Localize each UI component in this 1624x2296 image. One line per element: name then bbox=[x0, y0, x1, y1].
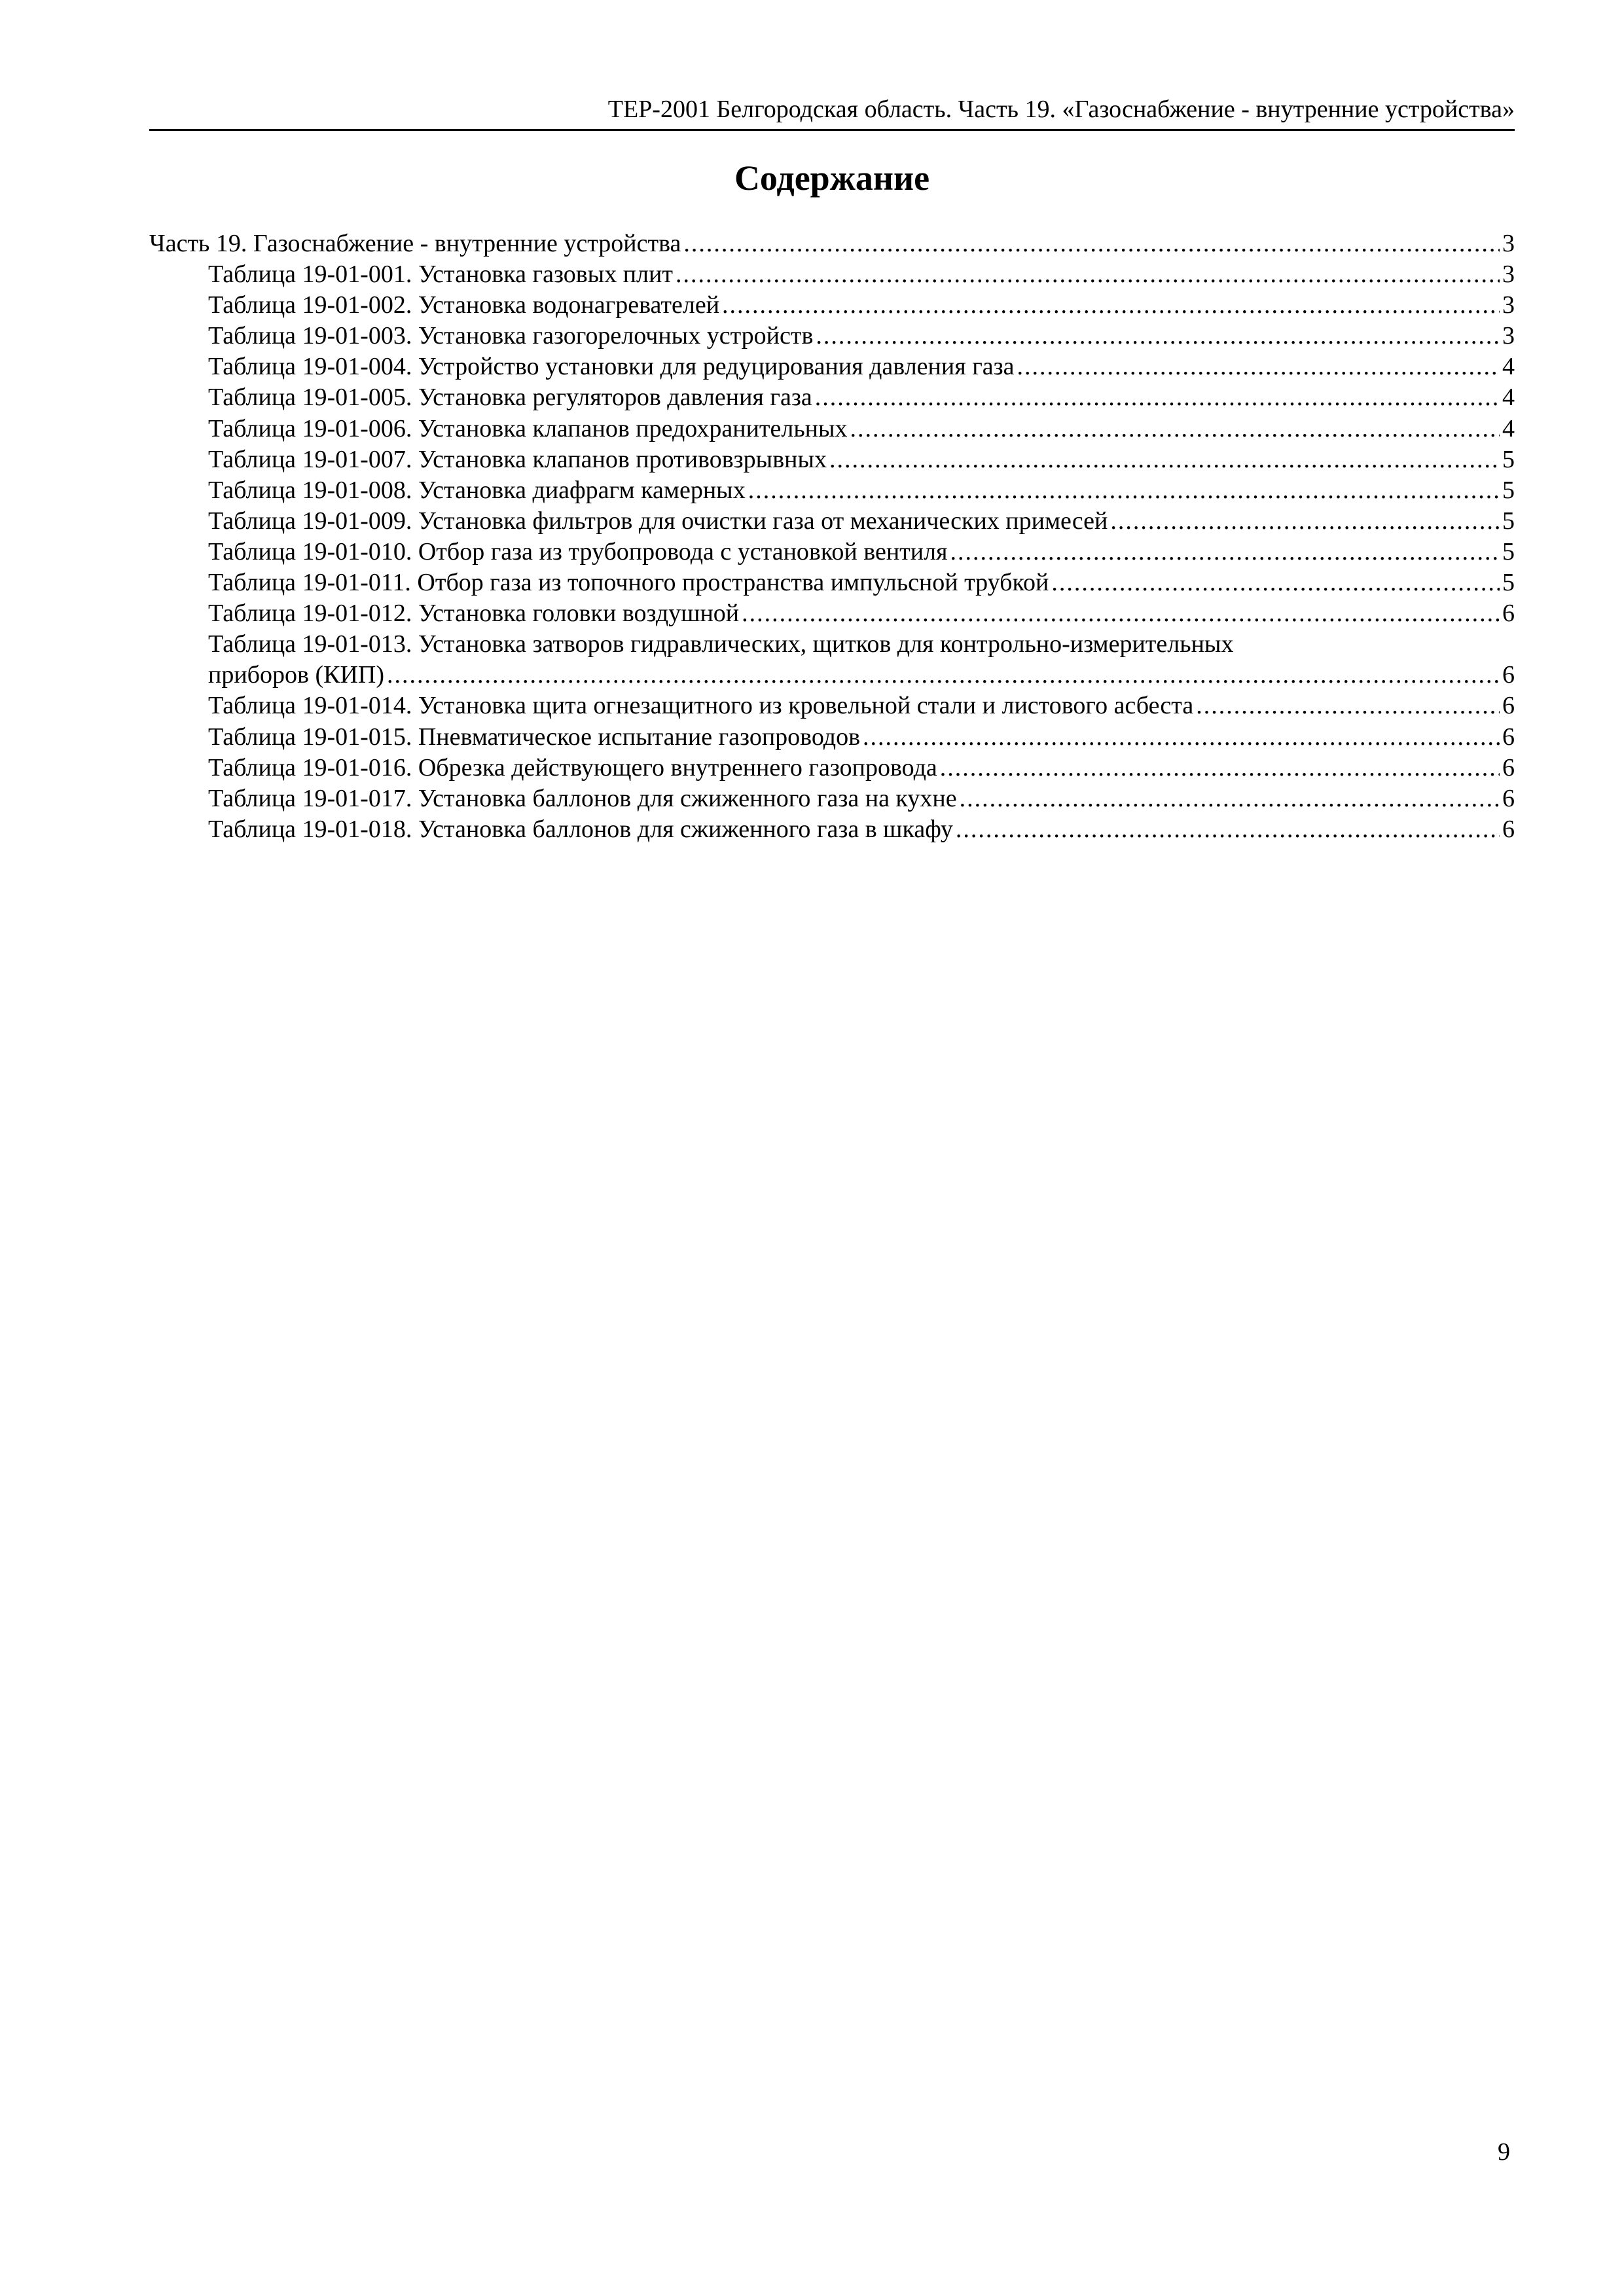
toc-entry-text: Таблица 19-01-008. Установка диафрагм камерных bbox=[208, 476, 746, 504]
toc-entry-page: 5 bbox=[1502, 445, 1515, 473]
toc-entry-text: Таблица 19-01-010. Отбор газа из трубопровода с установкой вентиля bbox=[208, 537, 948, 565]
toc-entry-table-19-01-018[interactable] bbox=[149, 814, 1515, 845]
toc-entry-page: 6 bbox=[1502, 692, 1515, 720]
dot-leader bbox=[960, 783, 1500, 814]
toc-entry-table-19-01-014[interactable] bbox=[149, 691, 1515, 721]
toc-entry-table-19-01-006[interactable] bbox=[149, 414, 1515, 444]
toc-entry-page: 3 bbox=[1502, 260, 1515, 289]
table-of-contents bbox=[149, 228, 1515, 845]
toc-entry-table-19-01-004[interactable] bbox=[149, 351, 1515, 382]
header-rule bbox=[149, 129, 1515, 131]
toc-entry-page: 4 bbox=[1502, 414, 1515, 442]
toc-entry-text: Таблица 19-01-006. Установка клапанов предохранительных bbox=[208, 414, 848, 442]
dot-leader bbox=[1110, 506, 1500, 537]
toc-entry-page: 4 bbox=[1502, 384, 1515, 412]
toc-entry-text: Таблица 19-01-012. Установка головки воздушной bbox=[208, 600, 740, 628]
dot-leader bbox=[1017, 351, 1500, 382]
toc-entry-page: 5 bbox=[1502, 476, 1515, 504]
toc-entry-text: Таблица 19-01-002. Установка водонагревателей bbox=[208, 291, 720, 319]
toc-entry-table-19-01-016[interactable] bbox=[149, 753, 1515, 783]
toc-entry-page: 6 bbox=[1502, 753, 1515, 781]
dot-leader bbox=[748, 475, 1500, 506]
toc-entry-text: Таблица 19-01-015. Пневматическое испытание газопроводов bbox=[208, 723, 861, 751]
dot-leader bbox=[722, 290, 1500, 321]
dot-leader bbox=[950, 537, 1500, 567]
toc-entry-table-19-01-012[interactable] bbox=[149, 598, 1515, 629]
toc-entry-text: Таблица 19-01-018. Установка баллонов для сжиженного газа в шкафу bbox=[208, 815, 953, 843]
toc-entry-page: 3 bbox=[1502, 291, 1515, 319]
toc-entry-table-19-01-011[interactable] bbox=[149, 567, 1515, 598]
toc-entry-text: Таблица 19-01-004. Устройство установки для редуцирования давления газа bbox=[208, 353, 1015, 381]
toc-entry-page: 3 bbox=[1502, 230, 1515, 257]
toc-entry-page: 6 bbox=[1502, 784, 1515, 812]
running-header: ТЕР-2001 Белгородская область. Часть 19. «Газоснабжение - внутренние устройства» bbox=[607, 96, 1515, 123]
toc-entry-text: Таблица 19-01-013. Установка затворов гидравлических, щитков для контрольно-измерительных bbox=[208, 630, 1234, 658]
toc-entry-table-19-01-005[interactable] bbox=[149, 382, 1515, 413]
toc-entry-page: 5 bbox=[1502, 537, 1515, 565]
toc-entry-part-19[interactable] bbox=[149, 228, 1515, 259]
toc-entry-text: Таблица 19-01-001. Установка газовых плит bbox=[208, 260, 673, 289]
toc-entry-table-19-01-009[interactable] bbox=[149, 506, 1515, 537]
toc-entry-text: Таблица 19-01-009. Установка фильтров для очистки газа от механических примесей bbox=[208, 507, 1108, 535]
page-number: 9 bbox=[1498, 2138, 1510, 2166]
toc-entry-table-19-01-007[interactable] bbox=[149, 444, 1515, 475]
dot-leader bbox=[1051, 567, 1500, 598]
toc-entry-page: 6 bbox=[1502, 600, 1515, 628]
dot-leader bbox=[863, 722, 1500, 753]
dot-leader bbox=[1196, 691, 1500, 721]
dot-leader bbox=[683, 228, 1500, 259]
dot-leader bbox=[815, 382, 1500, 413]
toc-entry-table-19-01-017[interactable] bbox=[149, 783, 1515, 814]
toc-entry-page: 3 bbox=[1502, 322, 1515, 350]
toc-title: Содержание bbox=[734, 158, 930, 198]
toc-entry-text: Таблица 19-01-007. Установка клапанов противовзрывных bbox=[208, 445, 827, 473]
toc-entry-text: Таблица 19-01-011. Отбор газа из топочного пространства импульсной трубкой bbox=[208, 569, 1049, 597]
toc-entry-text: Таблица 19-01-014. Установка щита огнезащитного из кровельной стали и листового асбеста bbox=[208, 692, 1194, 720]
toc-entry-table-19-01-003[interactable] bbox=[149, 321, 1515, 351]
dot-leader bbox=[940, 753, 1500, 783]
toc-entry-table-19-01-015[interactable] bbox=[149, 722, 1515, 753]
dot-leader bbox=[742, 598, 1500, 629]
toc-entry-page: 6 bbox=[1502, 723, 1515, 751]
toc-entry-continuation bbox=[208, 660, 1515, 691]
dot-leader bbox=[387, 660, 1500, 691]
dot-leader bbox=[816, 321, 1500, 351]
toc-entry-page: 6 bbox=[1502, 815, 1515, 843]
toc-entry-page: 5 bbox=[1502, 569, 1515, 597]
toc-entry-table-19-01-001[interactable] bbox=[149, 259, 1515, 290]
dot-leader bbox=[676, 259, 1500, 290]
toc-entry-page: 4 bbox=[1502, 353, 1515, 381]
toc-entry-text: Часть 19. Газоснабжение - внутренние устройства bbox=[149, 230, 681, 257]
toc-entry-table-19-01-010[interactable] bbox=[149, 537, 1515, 567]
toc-entry-page: 6 bbox=[1502, 661, 1515, 689]
toc-entry-table-19-01-008[interactable] bbox=[149, 475, 1515, 506]
dot-leader bbox=[850, 414, 1500, 444]
toc-entry-table-19-01-013[interactable] bbox=[149, 629, 1515, 691]
dot-leader bbox=[956, 814, 1500, 845]
dot-leader bbox=[829, 444, 1500, 475]
toc-entry-text: Таблица 19-01-005. Установка регуляторов давления газа bbox=[208, 384, 812, 412]
toc-entry-text: Таблица 19-01-016. Обрезка действующего внутреннего газопровода bbox=[208, 753, 937, 781]
toc-entry-text: Таблица 19-01-003. Установка газогорелочных устройств bbox=[208, 322, 814, 350]
toc-entry-text-continued: приборов (КИП) bbox=[208, 661, 384, 689]
toc-entry-table-19-01-002[interactable] bbox=[149, 290, 1515, 321]
toc-entry-text: Таблица 19-01-017. Установка баллонов для сжиженного газа на кухне bbox=[208, 784, 957, 812]
toc-entry-page: 5 bbox=[1502, 507, 1515, 535]
